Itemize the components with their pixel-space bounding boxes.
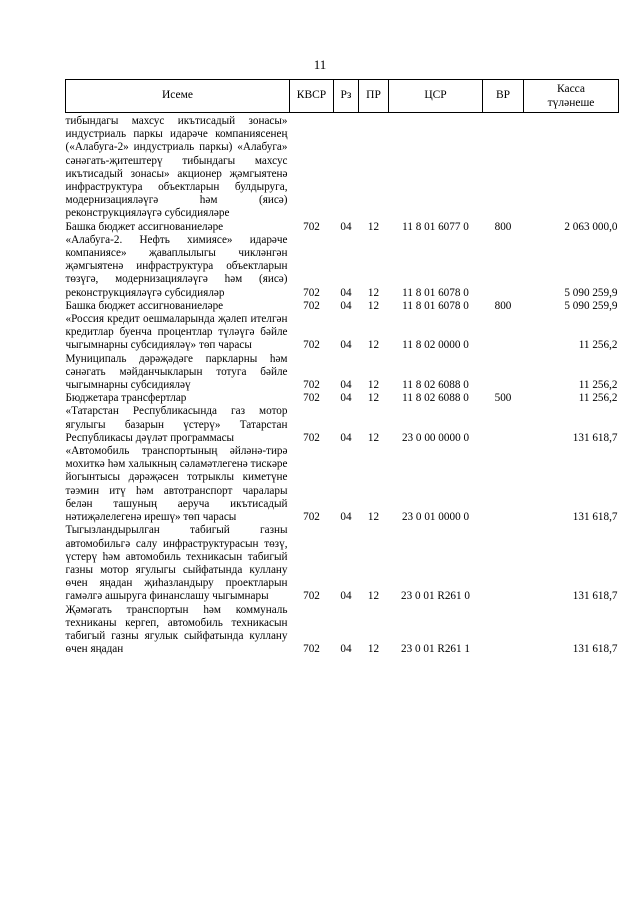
cell-csr: 23 0 00 0000 0	[401, 431, 470, 444]
cell-csr: 11 8 02 6088 0	[402, 392, 469, 405]
table-row	[66, 300, 619, 313]
table-row	[66, 234, 619, 300]
cell-pr: 12	[367, 431, 380, 444]
cell-vr	[483, 524, 524, 603]
cell-name: Бюджетара трансфертлар	[65, 392, 187, 405]
cell-amount: 2 063 000,0	[564, 220, 618, 233]
cell-vr	[483, 113, 524, 221]
cell-kvsr: 702	[303, 590, 320, 603]
cell-name: Башка бюджет ассигнованиеләре	[65, 299, 224, 312]
table-row	[66, 313, 619, 353]
cell-rz: 04	[340, 220, 352, 233]
cell-kvsr: 702	[303, 220, 320, 233]
cell-pr: 12	[367, 643, 380, 656]
cell-kvsr: 702	[303, 299, 320, 312]
cell-kvsr: 702	[303, 286, 320, 299]
cell-pr	[359, 113, 389, 221]
cell-rz	[334, 113, 359, 221]
header-name: Исеме	[66, 80, 290, 113]
cell-name: тибындагы махсус икътисадый зонасы» индустриаль паркы идарәче компаниясенең («Алабуга-2» индустриаль паркы) «Алабуга» сәнәгать-җитештерү тибындагы махсус икътисадый зонасы» акционер җәмгыятенә инфраструктура объектларын булдыруга, модернизацияләүгә һәм (яисә) реконструкцияләүгә субсидияләре	[65, 115, 288, 220]
header-pr: ПР	[359, 80, 389, 113]
header-kassa-line2: түләнеше	[547, 97, 595, 109]
cell-pr: 12	[367, 379, 380, 392]
header-vr: ВР	[483, 80, 524, 113]
cell-rz: 04	[340, 379, 352, 392]
cell-kvsr: 702	[303, 511, 320, 524]
cell-rz: 04	[340, 392, 352, 405]
table-body	[66, 113, 619, 657]
cell-vr	[483, 353, 524, 393]
cell-kvsr: 702	[303, 339, 320, 352]
cell-vr	[483, 313, 524, 353]
cell-name: Җәмәгать транспортын һәм коммуналь техниканы кергеп, автомобиль техникасын табигый газны ягулык сыйфатында куллану өчен яңадан	[65, 603, 288, 656]
cell-amount: 131 618,7	[572, 511, 618, 524]
cell-rz: 04	[340, 511, 352, 524]
cell-vr	[483, 234, 524, 300]
table-row	[66, 392, 619, 405]
cell-pr: 12	[367, 299, 380, 312]
cell-rz: 04	[340, 643, 352, 656]
cell-rz: 04	[340, 299, 352, 312]
table-row	[66, 113, 619, 221]
table-row	[66, 445, 619, 524]
cell-name: «Россия кредит оешмаларында җәлеп ителгән кредитлар буенча процентлар түләүгә бәйле чыгымнарны субсидияләү» төп чарасы	[65, 313, 288, 352]
cell-vr	[483, 405, 524, 445]
cell-csr: 23 0 01 R261 1	[401, 643, 470, 656]
cell-csr	[389, 113, 483, 221]
cell-name: «Татарстан Республикасында газ мотор ягулыгы базарын үстерү» Татарстан Республикасы дәүләт программасы	[65, 405, 288, 444]
cell-csr: 11 8 01 6077 0	[402, 220, 469, 233]
cell-csr: 23 0 01 0000 0	[401, 511, 470, 524]
cell-name: Тыгызландырылган табигый газны автомобильгә салу инфраструктурасын төзү, үстерү һәм автомобиль техникасын табигый газны мотор ягулыгы сыйфатында куллану өчен яңадан җиһазландыру проектларын гамәлгә ашыруга финанслашу чыгымнары	[65, 524, 288, 603]
cell-csr: 11 8 02 6088 0	[402, 379, 469, 392]
cell-amount: 11 256,2	[578, 379, 618, 392]
header-rz: Рз	[334, 80, 359, 113]
table-row	[66, 524, 619, 603]
cell-kvsr: 702	[303, 392, 320, 405]
cell-name: Муниципаль дәрәҗәдәге паркларны һәм сәнәгать мәйданчыкларын тотуга бәйле чыгымнарны субсидияләү	[65, 352, 288, 392]
cell-csr: 11 8 01 6078 0	[402, 299, 469, 312]
header-kassa-line1: Касса	[556, 83, 586, 95]
table-row	[66, 405, 619, 445]
cell-csr: 23 0 01 R261 0	[401, 590, 470, 603]
cell-name: «Автомобиль транспортының әйләнә-тирә мохиткә һәм халыкның сәламәтлегенә тискәре йогынтысы дәрәҗәсен тотрыклы киметүне тәэмин итү һәм автотранспорт чаралары белән ташуның аеруча икътисадый нәтиҗәлелегенә ирешү» төп чарасы	[65, 445, 288, 524]
cell-pr: 12	[367, 392, 380, 405]
budget-table	[65, 79, 619, 656]
cell-vr: 800	[494, 220, 512, 233]
cell-pr: 12	[367, 590, 380, 603]
header-kassa	[524, 80, 619, 113]
cell-vr: 500	[494, 392, 512, 405]
cell-rz: 04	[340, 286, 352, 299]
cell-amount: 131 618,7	[572, 590, 618, 603]
cell-amount	[524, 113, 619, 221]
cell-kvsr: 702	[303, 431, 320, 444]
cell-rz: 04	[340, 590, 352, 603]
cell-pr: 12	[367, 339, 380, 352]
cell-amount: 5 090 259,9	[564, 286, 618, 299]
cell-amount: 11 256,2	[578, 392, 618, 405]
cell-vr: 800	[494, 299, 512, 312]
header-csr: ЦСР	[389, 80, 483, 113]
cell-pr: 12	[367, 286, 380, 299]
header-kvsr: КВСР	[290, 80, 334, 113]
cell-rz: 04	[340, 339, 352, 352]
table-row	[66, 221, 619, 234]
cell-kvsr	[290, 113, 334, 221]
cell-rz: 04	[340, 431, 352, 444]
cell-csr: 11 8 01 6078 0	[402, 286, 469, 299]
table-header-row	[66, 80, 619, 113]
cell-amount: 131 618,7	[572, 431, 618, 444]
cell-kvsr: 702	[303, 643, 320, 656]
cell-pr: 12	[367, 220, 380, 233]
table-row	[66, 353, 619, 393]
cell-vr	[483, 445, 524, 524]
cell-name: «Алабуга-2. Нефть химиясе» идарәче компаниясе» җаваплылыгы чикләнгән җәмгыятенә инфраструктура объектларын төзүгә, модернизацияләүгә һәм (яисә) реконструкцияләүгә субсидияләр	[65, 233, 288, 299]
table-row	[66, 604, 619, 657]
cell-name: Башка бюджет ассигнованиеләре	[65, 220, 224, 233]
cell-csr: 11 8 02 0000 0	[402, 339, 469, 352]
cell-kvsr: 702	[303, 379, 320, 392]
cell-pr: 12	[367, 511, 380, 524]
cell-amount: 11 256,2	[578, 339, 618, 352]
cell-vr	[483, 604, 524, 657]
cell-amount: 131 618,7	[572, 643, 618, 656]
cell-amount: 5 090 259,9	[564, 299, 618, 312]
page-number: 11	[313, 57, 327, 72]
